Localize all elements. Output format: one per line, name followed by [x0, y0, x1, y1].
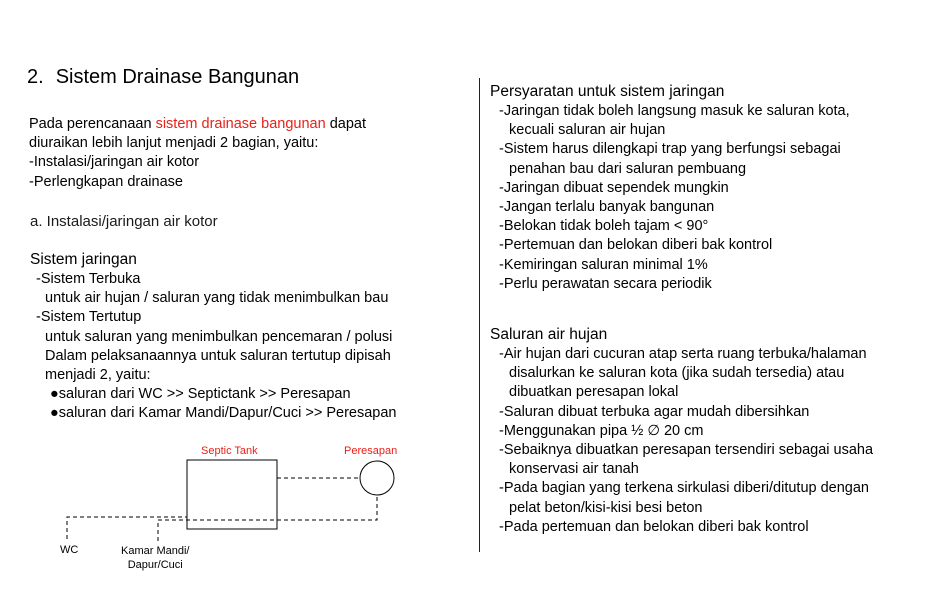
- req-line: -Belokan tidak boleh tajam < 90°: [499, 218, 709, 235]
- rain-list: [499, 345, 873, 537]
- rain-line: -Pada pertemuan dan belokan diberi bak kontrol: [499, 518, 809, 535]
- rain-heading: Saluran air hujan: [490, 326, 608, 343]
- intro-line: -Instalasi/jaringan air kotor: [29, 154, 200, 171]
- sistem-line: Dalam pelaksanaannya untuk saluran tertutup dipisah: [45, 347, 391, 364]
- intro-highlight: sistem drainase bangunan: [155, 116, 326, 132]
- req-line: kecuali saluran air hujan: [509, 122, 666, 139]
- intro-line-1: Pada perencanaan sistem drainase bangunan dapat: [29, 116, 366, 132]
- rain-line: dibuatkan peresapan lokal: [509, 384, 679, 401]
- req-line: -Kemiringan saluran minimal 1%: [499, 256, 708, 273]
- rain-line: -Pada bagian yang terkena sirkulasi diberi/ditutup dengan: [499, 480, 869, 497]
- rain-line: -Saluran dibuat terbuka agar mudah dibersihkan: [499, 403, 810, 420]
- req-line: -Sistem harus dilengkapi trap yang berfungsi sebagai: [499, 141, 841, 158]
- kamar-mandi-label: Kamar Mandi/ Dapur/Cuci: [121, 545, 190, 571]
- sistem-line: -Sistem Terbuka: [36, 271, 141, 287]
- rain-line: -Air hujan dari cucuran atap serta ruang terbuka/halaman: [499, 346, 867, 362]
- rain-line: konservasi air tanah: [509, 461, 639, 478]
- title-number: 2.: [27, 66, 44, 88]
- req-line: -Jaringan dibuat sependek mungkin: [499, 179, 729, 196]
- peresapan-label: Peresapan: [344, 445, 398, 457]
- sistem-line: -Sistem Tertutup: [36, 309, 142, 326]
- sistem-line: untuk air hujan / saluran yang tidak menimbulkan bau: [45, 290, 389, 307]
- sistem-line: ●saluran dari WC >> Septictank >> Peresapan: [50, 386, 351, 403]
- sistem-line: menjadi 2, yaitu:: [45, 367, 151, 384]
- req-line: -Jaringan tidak boleh langsung masuk ke saluran kota,: [499, 103, 850, 119]
- wc-label: WC: [60, 544, 79, 556]
- sistem-line: ●saluran dari Kamar Mandi/Dapur/Cuci >> Peresapan: [50, 405, 397, 422]
- section-a-heading: a. Instalasi/jaringan air kotor: [30, 213, 218, 230]
- req-line: -Jangan terlalu banyak bangunan: [499, 199, 715, 216]
- intro-line: -Perlengkapan drainase: [29, 173, 183, 190]
- req-line: -Perlu perawatan secara periodik: [499, 275, 712, 292]
- rain-line: disalurkan ke saluran kota (jika sudah tersedia) atau: [509, 365, 845, 382]
- kamar-mandi-pipe-line: [158, 495, 377, 541]
- sistem-line: untuk saluran yang menimbulkan pencemaran / polusi: [45, 328, 393, 345]
- rain-line: pelat beton/kisi-kisi besi beton: [509, 499, 703, 516]
- sistem-heading: Sistem jaringan: [30, 251, 137, 268]
- septic-tank-label: Septic Tank: [201, 445, 258, 457]
- requirements-list: [499, 102, 850, 294]
- rain-line: -Menggunakan pipa ½ ∅ 20 cm: [499, 422, 704, 439]
- title-text: Sistem Drainase Bangunan: [55, 66, 300, 88]
- septic-tank-box: [187, 460, 277, 529]
- req-line: -Pertemuan dan belokan diberi bak kontrol: [499, 237, 773, 254]
- req-line: penahan bau dari saluran pembuang: [509, 160, 747, 177]
- column-divider: [479, 78, 480, 552]
- peresapan-circle: [360, 461, 394, 495]
- intro-line: diuraikan lebih lanjut menjadi 2 bagian, yaitu:: [29, 135, 319, 152]
- rain-line: -Sebaiknya dibuatkan peresapan tersendiri sebagai usaha: [499, 442, 874, 459]
- requirements-heading: Persyaratan untuk sistem jaringan: [490, 83, 725, 100]
